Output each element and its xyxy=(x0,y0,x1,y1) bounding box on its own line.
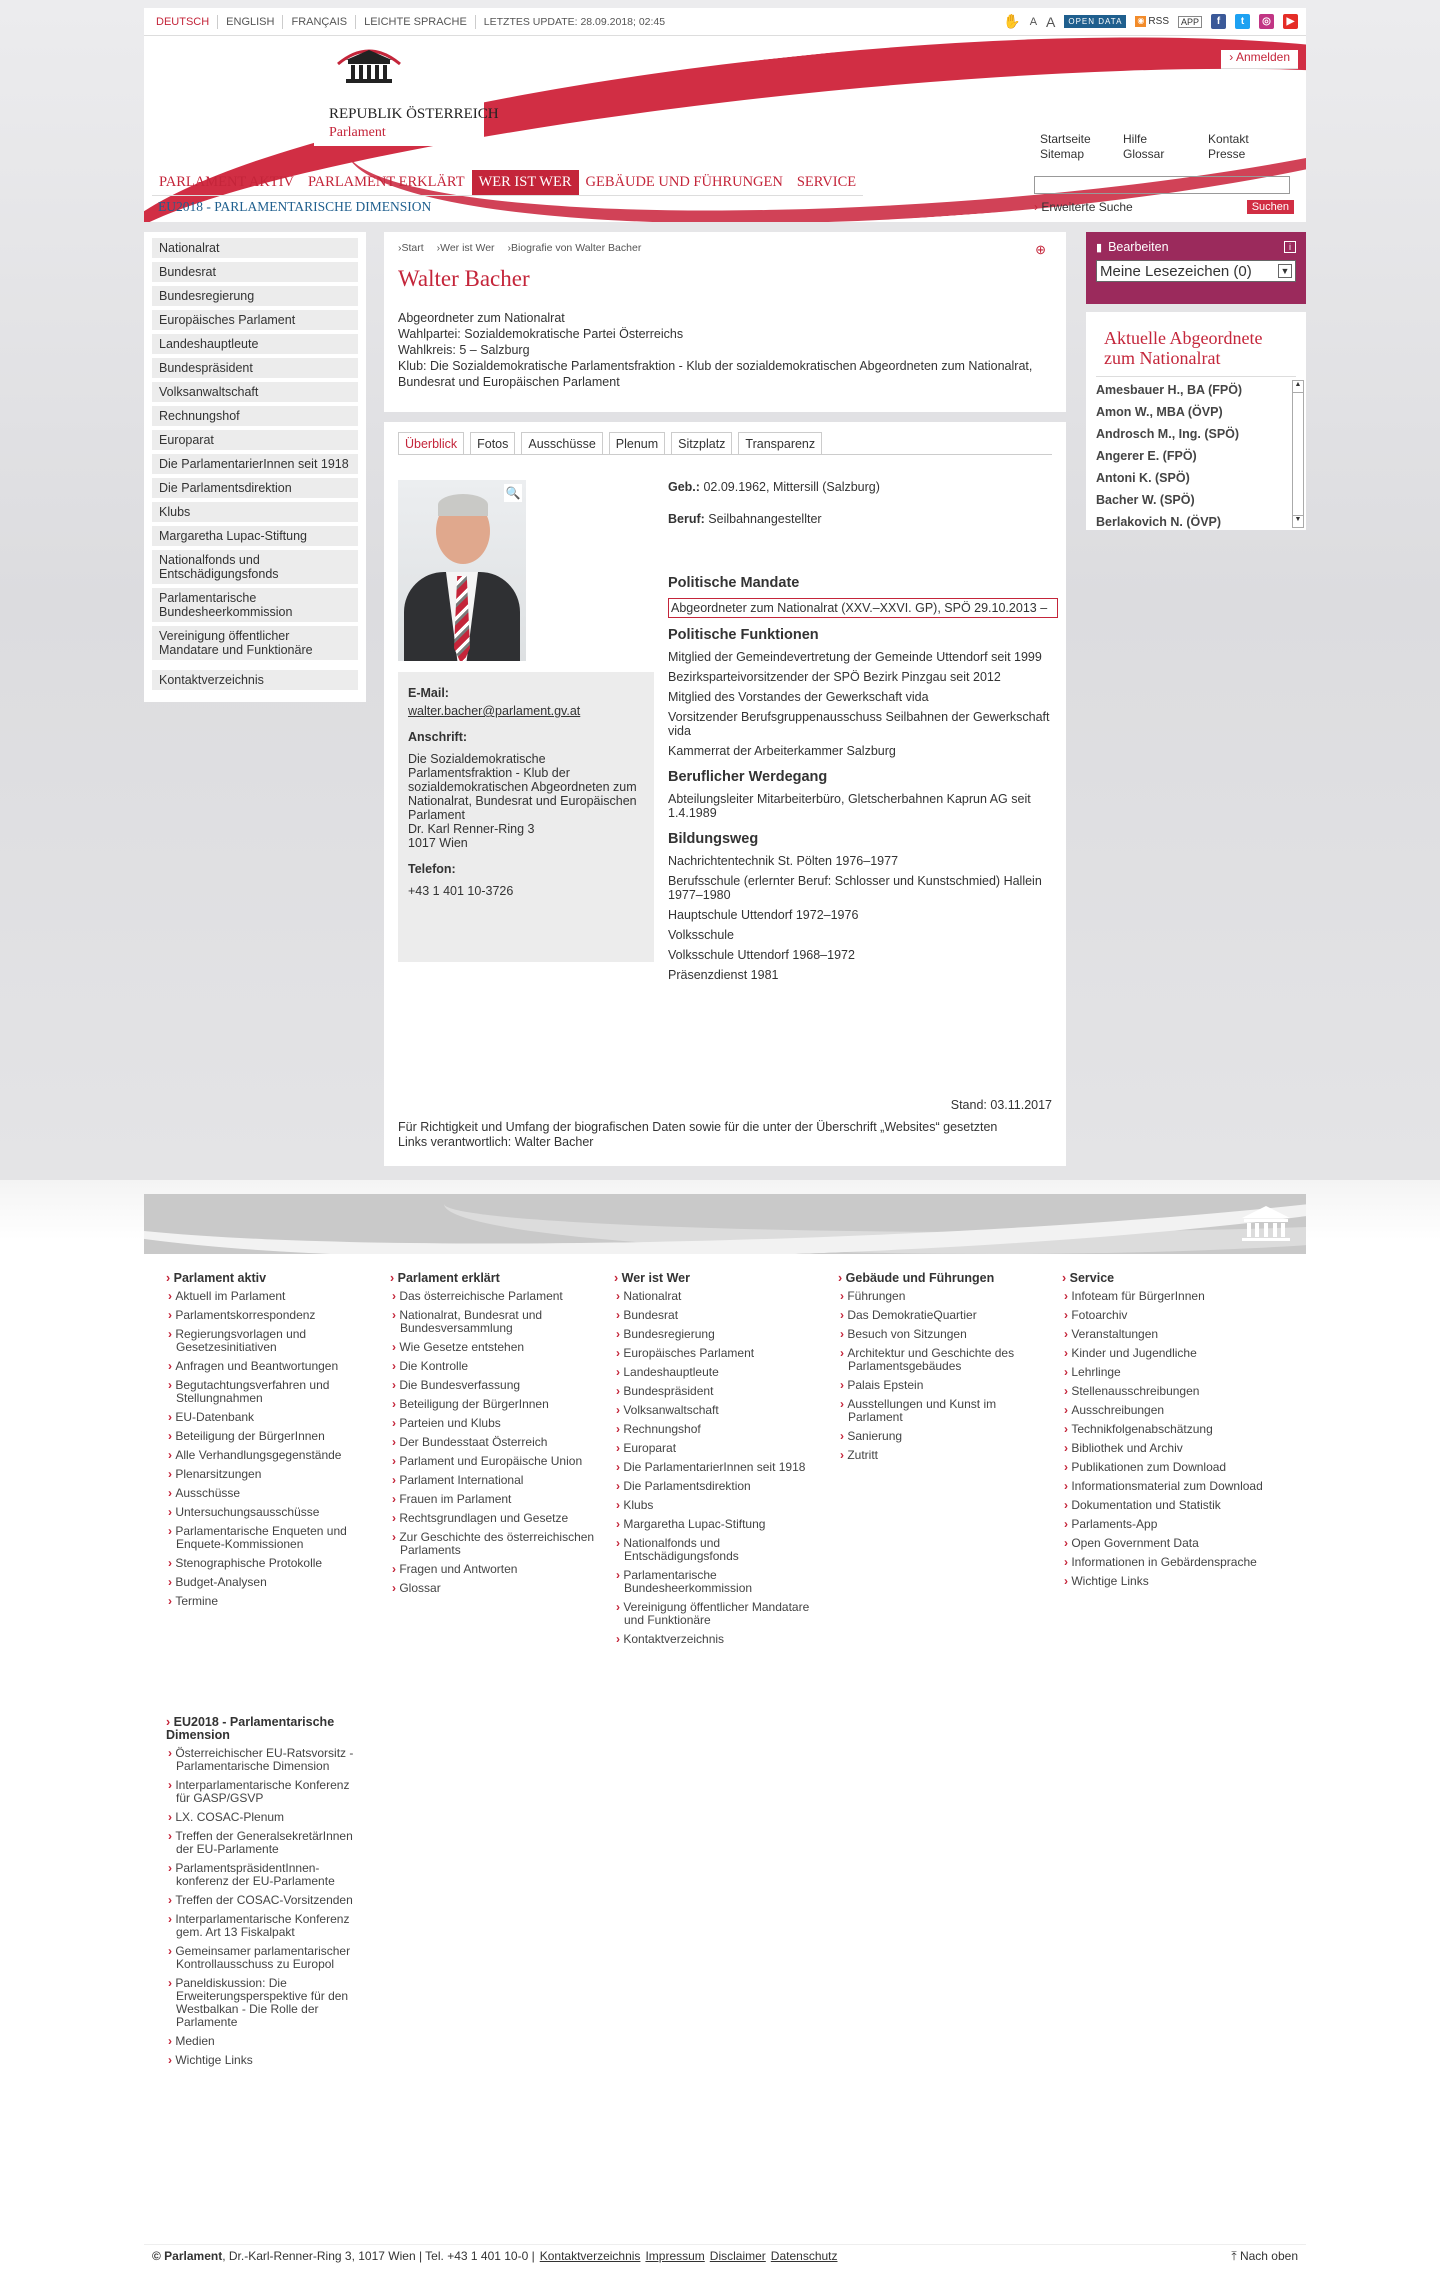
edit-label[interactable]: Bearbeiten xyxy=(1108,240,1169,254)
footer-col-service xyxy=(1062,1272,1267,1594)
person-party: Wahlpartei: Sozialdemokratische Partei Österreichs xyxy=(398,327,684,341)
nav-parlament-erklaert[interactable]: PARLAMENT ERKLÄRT xyxy=(301,170,472,196)
footer-link[interactable]: › Regierungsvorlagen und Gesetzesinitiativen xyxy=(166,1328,371,1354)
footer-link[interactable]: › Das österreichische Parlament xyxy=(390,1290,595,1303)
footer-link[interactable]: › Bundesrat xyxy=(614,1309,819,1322)
footer-link[interactable]: › Paneldiskussion: Die Erweiterungsperspektive für den Westbalkan - Die Rolle der Parlamente xyxy=(166,1977,366,2029)
open-data-link[interactable]: OPEN DATA xyxy=(1064,15,1126,28)
footer-link[interactable]: › LX. COSAC-Plenum xyxy=(166,1811,366,1824)
footer-link[interactable]: › Ausstellungen und Kunst im Parlament xyxy=(838,1398,1043,1424)
footer-link[interactable]: › Die Bundesverfassung xyxy=(390,1379,595,1392)
footer-col-eu2018 xyxy=(166,1716,366,2073)
util-col-1 xyxy=(1040,132,1091,162)
lang-deutsch[interactable]: DEUTSCH xyxy=(148,15,218,29)
facebook-icon[interactable]: f xyxy=(1211,14,1226,29)
tab-transparenz[interactable]: Transparenz xyxy=(738,432,822,455)
footer-col-parlament-aktiv xyxy=(166,1272,371,1614)
footer-link[interactable]: › Parlaments-App xyxy=(1062,1518,1267,1531)
current-members-box xyxy=(1086,312,1306,530)
footer-link[interactable]: › Kontaktverzeichnis xyxy=(614,1633,819,1646)
leftnav-item[interactable]: Nationalfonds und Entschädigungsfonds xyxy=(152,550,358,584)
section-item: Abgeordneter zum Nationalrat (XXV.–XXVI. GP), SPÖ 29.10.2013 – xyxy=(668,598,1058,618)
section-title: Politische Funktionen xyxy=(668,627,819,643)
footer-link[interactable]: › Klubs xyxy=(614,1499,819,1512)
tab-plenum[interactable]: Plenum xyxy=(609,432,665,455)
main-nav xyxy=(152,170,863,196)
font-small-button[interactable]: A xyxy=(1029,15,1038,28)
nav-service[interactable]: SERVICE xyxy=(790,170,863,196)
leftnav-item[interactable]: Vereinigung öffentlicher Mandatare und Funktionäre xyxy=(152,626,358,660)
tab-fotos[interactable]: Fotos xyxy=(470,432,515,455)
last-update: LETZTES UPDATE: 28.09.2018; 02:45 xyxy=(483,15,666,28)
back-to-top-label: Nach oben xyxy=(1239,2249,1298,2263)
footer xyxy=(144,1254,1306,2244)
footer-link[interactable]: › Landeshauptleute xyxy=(614,1366,819,1379)
tab-sitzplatz[interactable]: Sitzplatz xyxy=(671,432,732,455)
job-value: Seilbahnangestellter xyxy=(708,512,822,526)
nav-gebaeude[interactable]: GEBÄUDE UND FÜHRUNGEN xyxy=(579,170,790,196)
footer-link[interactable]: › Gemeinsamer parlamentarischer Kontrollausschuss zu Europol xyxy=(166,1945,366,1971)
section-item: Abteilungsleiter Mitarbeiterbüro, Gletscherbahnen Kaprun AG seit 1.4.1989 xyxy=(668,792,1031,820)
section-item: Präsenzdienst 1981 xyxy=(668,968,779,982)
member-link[interactable]: Antoni K. (SPÖ) xyxy=(1096,471,1190,485)
footer-link[interactable]: › Beteiligung der BürgerInnen xyxy=(166,1430,371,1443)
advanced-search-label: Erweiterte Suche xyxy=(1041,200,1133,214)
footer-col-title[interactable]: › Service xyxy=(1062,1272,1267,1285)
util-col-2 xyxy=(1123,132,1164,162)
sign-language-icon[interactable]: ✋ xyxy=(1003,13,1021,29)
site-header xyxy=(144,36,1306,222)
birth-value: 02.09.1962, Mittersill (Salzburg) xyxy=(703,480,880,494)
footer-col-parlament-erklaert xyxy=(390,1272,595,1601)
footer-link[interactable]: › Budget-Analysen xyxy=(166,1576,371,1589)
footer-link[interactable]: › Informationen in Gebärdensprache xyxy=(1062,1556,1267,1569)
section-item: Volksschule xyxy=(668,928,735,942)
section-item: Hauptschule Uttendorf 1972–1976 xyxy=(668,908,859,922)
footer-link[interactable]: › Parlamentarische Bundesheerkommission xyxy=(614,1569,819,1595)
sitemap-link[interactable]: Sitemap xyxy=(1040,147,1085,161)
footer-link[interactable]: › Stenographische Protokolle xyxy=(166,1557,371,1570)
footer-link[interactable]: › Zutritt xyxy=(838,1449,1043,1462)
instagram-icon[interactable]: ◎ xyxy=(1259,14,1274,29)
footer-link[interactable]: › ParlamentspräsidentInnen-konferenz der EU-Parlamente xyxy=(166,1862,366,1888)
rss-link[interactable] xyxy=(1135,16,1169,27)
leftnav-item[interactable]: Die ParlamentarierInnen seit 1918 xyxy=(152,454,358,474)
footer-link[interactable]: › Die Kontrolle xyxy=(390,1360,595,1373)
section-title: Politische Mandate xyxy=(668,575,800,591)
startseite-link[interactable]: Startseite xyxy=(1040,132,1091,146)
footer-link[interactable]: › Infoteam für BürgerInnen xyxy=(1062,1290,1267,1303)
footer-link[interactable]: › Interparlamentarische Konferenz für GASP/GSVP xyxy=(166,1779,366,1805)
top-bar xyxy=(144,8,1306,36)
leftnav-item[interactable]: Kontaktverzeichnis xyxy=(152,670,358,690)
twitter-icon[interactable]: t xyxy=(1235,14,1250,29)
font-large-button[interactable]: A xyxy=(1046,13,1056,30)
footer-link[interactable]: › Dokumentation und Statistik xyxy=(1062,1499,1267,1512)
nav-wer-ist-wer[interactable]: WER IST WER xyxy=(472,170,579,196)
leftnav-item[interactable]: Die Parlamentsdirektion xyxy=(152,478,358,498)
breadcrumb-current: ›Biografie von Walter Bacher xyxy=(507,242,642,254)
member-link[interactable]: Berlakovich N. (ÖVP) xyxy=(1096,515,1222,529)
footer-link[interactable]: › Parlament und Europäische Union xyxy=(390,1455,595,1468)
search-box xyxy=(1034,176,1294,216)
footer-link[interactable]: › Wie Gesetze entstehen xyxy=(390,1341,595,1354)
footer-link[interactable]: › Medien xyxy=(166,2035,366,2048)
footer-link[interactable]: › Technikfolgenabschätzung xyxy=(1062,1423,1267,1436)
footer-link[interactable]: › Fotoarchiv xyxy=(1062,1309,1267,1322)
birth-label: Geb.: xyxy=(668,480,700,494)
chevron-down-icon: ▼ xyxy=(1278,264,1292,278)
footer-link[interactable]: › Untersuchungsausschüsse xyxy=(166,1506,371,1519)
footer-address: , Dr.-Karl-Renner-Ring 3, 1017 Wien | Tel. +43 1 401 10-0 | xyxy=(222,2249,535,2263)
footer-link[interactable]: › Die ParlamentarierInnen seit 1918 xyxy=(614,1461,819,1474)
footer-link[interactable]: › Veranstaltungen xyxy=(1062,1328,1267,1341)
search-input[interactable] xyxy=(1034,176,1290,194)
bookmarks-value: Meine Lesezeichen (0) xyxy=(1100,262,1252,280)
page-title: Walter Bacher xyxy=(398,266,530,291)
footer-link[interactable]: › Zur Geschichte des österreichischen Parlaments xyxy=(390,1531,595,1557)
footer-link[interactable]: › Parlament International xyxy=(390,1474,595,1487)
leftnav-item[interactable]: Landeshauptleute xyxy=(152,334,358,354)
footer-link[interactable]: › Österreichischer EU-Ratsvorsitz - Parlamentarische Dimension xyxy=(166,1747,366,1773)
email-label: E-Mail: xyxy=(408,686,449,700)
zoom-icon[interactable]: 🔍 xyxy=(505,486,521,500)
footer-link[interactable]: › Margaretha Lupac-Stiftung xyxy=(614,1518,819,1531)
rss-label: RSS xyxy=(1148,16,1169,27)
address-city: 1017 Wien xyxy=(408,836,468,850)
members-scrollbar[interactable]: ▲ ▼ xyxy=(1292,380,1304,528)
address-org: Die Sozialdemokratische Parlamentsfraktion - Klub der sozialdemokratischen Abgeordneten zum Nationalrat, Bundesrat und Europäischen Parlament xyxy=(408,752,637,822)
section-title: Beruflicher Werdegang xyxy=(668,769,828,785)
footer-link[interactable]: › Europarat xyxy=(614,1442,819,1455)
footer-col-title[interactable]: › Wer ist Wer xyxy=(614,1272,819,1285)
footer-link[interactable]: › Wichtige Links xyxy=(1062,1575,1267,1588)
section-title: Bildungsweg xyxy=(668,831,759,847)
footer-link[interactable]: › Der Bundesstaat Österreich xyxy=(390,1436,595,1449)
section-item: Berufsschule (erlernter Beruf: Schlosser und Kunstschmied) Hallein 1977–1980 xyxy=(668,874,1042,902)
arrow-up-icon: ⤒ xyxy=(1231,2249,1240,2263)
footer-link[interactable]: › Beteiligung der BürgerInnen xyxy=(390,1398,595,1411)
top-icons xyxy=(1003,13,1306,30)
info-icon[interactable]: i xyxy=(1284,241,1296,253)
kontakt-link[interactable]: Kontakt xyxy=(1208,132,1249,146)
footer-kontaktverzeichnis-link[interactable]: Kontaktverzeichnis xyxy=(539,2249,641,2263)
profile-content xyxy=(384,422,1066,1166)
address-street: Dr. Karl Renner-Ring 3 xyxy=(408,822,535,836)
leftnav-item[interactable]: Europarat xyxy=(152,430,358,450)
footer-link[interactable]: › Palais Epstein xyxy=(838,1379,1043,1392)
member-link[interactable]: Amon W., MBA (ÖVP) xyxy=(1096,405,1223,419)
person-photo[interactable] xyxy=(398,480,526,661)
footer-link[interactable]: › Architektur und Geschichte des Parlamentsgebäudes xyxy=(838,1347,1043,1373)
footer-link[interactable]: › Treffen der GeneralsekretärInnen der EU-Parlamente xyxy=(166,1830,366,1856)
left-nav xyxy=(144,232,366,702)
footer-link[interactable]: › Plenarsitzungen xyxy=(166,1468,371,1481)
logo-subtitle: Parlament xyxy=(329,125,386,140)
footer-link[interactable]: › Nationalrat, Bundesrat und Bundesversammlung xyxy=(390,1309,595,1335)
footer-col-title[interactable]: › Gebäude und Führungen xyxy=(838,1272,1043,1285)
footer-link[interactable]: › Glossar xyxy=(390,1582,595,1595)
leftnav-item[interactable]: Bundesrat xyxy=(152,262,358,282)
footer-link[interactable]: › EU-Datenbank xyxy=(166,1411,371,1424)
leftnav-item[interactable]: Bundespräsident xyxy=(152,358,358,378)
hilfe-link[interactable]: Hilfe xyxy=(1123,132,1148,146)
footer-link[interactable]: › Nationalrat xyxy=(614,1290,819,1303)
responsibility-note: Für Richtigkeit und Umfang der biografischen Daten sowie für die unter der Überschrift „Websites“ gesetzten Links verantwortlich: Walter Bacher xyxy=(398,1120,998,1149)
lang-english[interactable]: ENGLISH xyxy=(218,15,283,29)
tab-ausschuesse[interactable]: Ausschüsse xyxy=(521,432,602,455)
footer-link[interactable]: › Wichtige Links xyxy=(166,2054,366,2067)
footer-link[interactable]: › Kinder und Jugendliche xyxy=(1062,1347,1267,1360)
footer-link[interactable]: › Besuch von Sitzungen xyxy=(838,1328,1043,1341)
parliament-building-icon xyxy=(1238,1204,1294,1244)
tab-ueberblick[interactable]: Überblick xyxy=(398,432,464,455)
footer-datenschutz-link[interactable]: Datenschutz xyxy=(770,2249,838,2263)
person-header xyxy=(384,232,1066,412)
copyright: © Parlament xyxy=(152,2249,223,2263)
footer-link[interactable]: › Begutachtungsverfahren und Stellungnahmen xyxy=(166,1379,371,1405)
phone-value: +43 1 401 10-3726 xyxy=(408,884,514,898)
footer-link[interactable]: › Parlamentskorrespondenz xyxy=(166,1309,371,1322)
footer-link[interactable]: › Anfragen und Beantwortungen xyxy=(166,1360,371,1373)
member-link[interactable]: Amesbauer H., BA (FPÖ) xyxy=(1096,383,1243,397)
logo-title: REPUBLIK ÖSTERREICH xyxy=(329,106,499,122)
rss-icon: ◉ xyxy=(1135,16,1146,27)
subnav-eu2018[interactable]: EU2018 - PARLAMENTARISCHE DIMENSION xyxy=(158,199,432,214)
glossar-link[interactable]: Glossar xyxy=(1123,147,1165,161)
footer-link[interactable]: › Bibliothek und Archiv xyxy=(1062,1442,1267,1455)
job-label: Beruf: xyxy=(668,512,705,526)
footer-link[interactable]: › Publikationen zum Download xyxy=(1062,1461,1267,1474)
footer-link[interactable]: › Europäisches Parlament xyxy=(614,1347,819,1360)
footer-link[interactable]: › Volksanwaltschaft xyxy=(614,1404,819,1417)
footer-link[interactable]: › Stellenausschreibungen xyxy=(1062,1385,1267,1398)
stand-date: Stand: 03.11.2017 xyxy=(950,1098,1052,1112)
person-meta xyxy=(398,310,1052,390)
leftnav-item[interactable]: Bundesregierung xyxy=(152,286,358,306)
leftnav-item[interactable]: Margaretha Lupac-Stiftung xyxy=(152,526,358,546)
member-link[interactable]: Bacher W. (SPÖ) xyxy=(1096,493,1195,507)
footer-link[interactable]: › Informationsmaterial zum Download xyxy=(1062,1480,1267,1493)
lang-francais[interactable]: FRANÇAIS xyxy=(283,15,356,29)
footer-link[interactable]: › Aktuell im Parlament xyxy=(166,1290,371,1303)
section-item: Mitglied der Gemeindevertretung der Gemeinde Uttendorf seit 1999 xyxy=(668,650,1042,664)
advanced-search-link[interactable]: › Erweiterte Suche xyxy=(1034,200,1133,214)
footer-link[interactable]: › Interparlamentarische Konferenz gem. Art 13 Fiskalpakt xyxy=(166,1913,366,1939)
parliament-logo-icon xyxy=(334,42,404,88)
section-item: Nachrichtentechnik St. Pölten 1976–1977 xyxy=(668,854,899,868)
breadcrumb-wer-ist-wer[interactable]: ›Wer ist Wer xyxy=(436,242,495,254)
bookmarks-select[interactable] xyxy=(1096,260,1296,282)
section-item: Kammerrat der Arbeiterkammer Salzburg xyxy=(668,744,896,758)
breadcrumb xyxy=(398,242,1052,254)
footer-link[interactable]: › Lehrlinge xyxy=(1062,1366,1267,1379)
footer-link[interactable]: › Open Government Data xyxy=(1062,1537,1267,1550)
member-link[interactable]: Androsch M., Ing. (SPÖ) xyxy=(1096,427,1240,441)
leftnav-item[interactable]: Rechnungshof xyxy=(152,406,358,426)
bio-column xyxy=(668,480,1058,988)
footer-link[interactable]: › Frauen im Parlament xyxy=(390,1493,595,1506)
breadcrumb-start[interactable]: ›Start xyxy=(398,242,424,254)
contact-box xyxy=(398,672,654,962)
app-link[interactable]: APP xyxy=(1178,16,1202,28)
footer-disclaimer-link[interactable]: Disclaimer xyxy=(709,2249,766,2263)
section-item: Volksschule Uttendorf 1968–1972 xyxy=(668,948,855,962)
login-link[interactable]: › Anmelden xyxy=(1221,50,1298,69)
footer-col-gebaeude xyxy=(838,1272,1043,1468)
bookmark-add-icon[interactable]: ⊕ xyxy=(1035,242,1046,257)
lang-leichte-sprache[interactable]: LEICHTE SPRACHE xyxy=(356,15,476,29)
footer-col-title[interactable]: › EU2018 - Parlamentarische Dimension xyxy=(166,1716,366,1742)
util-col-3 xyxy=(1208,132,1249,162)
footer-col-title[interactable]: › Parlament aktiv xyxy=(166,1272,371,1285)
edit-box xyxy=(1086,232,1306,304)
leftnav-item[interactable]: Europäisches Parlament xyxy=(152,310,358,330)
login-label: Anmelden xyxy=(1235,50,1290,64)
footer-link[interactable]: › Rechtsgrundlagen und Gesetze xyxy=(390,1512,595,1525)
footer-band xyxy=(144,1194,1306,1254)
footer-impressum-link[interactable]: Impressum xyxy=(645,2249,705,2263)
leftnav-item[interactable]: Volksanwaltschaft xyxy=(152,382,358,402)
footer-link[interactable]: › Parteien und Klubs xyxy=(390,1417,595,1430)
person-club: Klub: Die Sozialdemokratische Parlamentsfraktion - Klub der sozialdemokratischen Abgeordneten zum Nationalrat, Bundesrat und Europäischen Parlament xyxy=(398,359,1033,389)
phone-label: Telefon: xyxy=(408,862,456,876)
youtube-icon[interactable]: ▶ xyxy=(1283,14,1298,29)
footer-link[interactable]: › Vereinigung öffentlicher Mandatare und Funktionäre xyxy=(614,1601,819,1627)
footer-link[interactable]: › Fragen und Antworten xyxy=(390,1563,595,1576)
footer-link[interactable]: › Die Parlamentsdirektion xyxy=(614,1480,819,1493)
back-to-top-link[interactable] xyxy=(1231,2249,1298,2264)
search-button[interactable]: Suchen xyxy=(1247,200,1294,214)
section-item: Vorsitzender Berufsgruppenausschuss Seilbahnen der Gewerkschaft vida xyxy=(668,710,1050,738)
footer-link[interactable]: › Führungen xyxy=(838,1290,1043,1303)
footer-link[interactable]: › Das DemokratieQuartier xyxy=(838,1309,1043,1322)
footer-link[interactable]: › Nationalfonds und Entschädigungsfonds xyxy=(614,1537,819,1563)
footer-link[interactable]: › Treffen der COSAC-Vorsitzenden xyxy=(166,1894,366,1907)
person-role: Abgeordneter zum Nationalrat xyxy=(398,311,565,325)
leftnav-item[interactable]: Nationalrat xyxy=(152,238,358,258)
bookmark-icon: ▮ xyxy=(1096,241,1103,254)
footer-col-title[interactable]: › Parlament erklärt xyxy=(390,1272,595,1285)
footer-bottom xyxy=(144,2244,1306,2268)
footer-link[interactable]: › Alle Verhandlungsgegenstände xyxy=(166,1449,371,1462)
nav-parlament-aktiv[interactable]: PARLAMENT AKTIV xyxy=(152,170,301,196)
profile-tabs xyxy=(398,432,1052,455)
email-link[interactable]: walter.bacher@parlament.gv.at xyxy=(408,704,581,718)
leftnav-item[interactable]: Parlamentarische Bundesheerkommission xyxy=(152,588,358,622)
person-district: Wahlkreis: 5 – Salzburg xyxy=(398,343,530,357)
address-label: Anschrift: xyxy=(408,730,468,744)
current-members-title: Aktuelle Abgeordnete zum Nationalrat xyxy=(1104,328,1263,368)
footer-link[interactable]: › Ausschreibungen xyxy=(1062,1404,1267,1417)
footer-link[interactable]: › Rechnungshof xyxy=(614,1423,819,1436)
footer-link[interactable]: › Parlamentarische Enqueten und Enquete-Kommissionen xyxy=(166,1525,371,1551)
presse-link[interactable]: Presse xyxy=(1208,147,1246,161)
leftnav-item[interactable]: Klubs xyxy=(152,502,358,522)
footer-link[interactable]: › Bundespräsident xyxy=(614,1385,819,1398)
footer-col-wer-ist-wer xyxy=(614,1272,819,1652)
footer-link[interactable]: › Ausschüsse xyxy=(166,1487,371,1500)
section-item: Bezirksparteivorsitzender der SPÖ Bezirk Pinzgau seit 2012 xyxy=(668,670,1001,684)
member-link[interactable]: Angerer E. (FPÖ) xyxy=(1096,449,1197,463)
footer-link[interactable]: › Sanierung xyxy=(838,1430,1043,1443)
section-item: Mitglied des Vorstandes der Gewerkschaft vida xyxy=(668,690,929,704)
footer-link[interactable]: › Bundesregierung xyxy=(614,1328,819,1341)
footer-link[interactable]: › Termine xyxy=(166,1595,371,1608)
